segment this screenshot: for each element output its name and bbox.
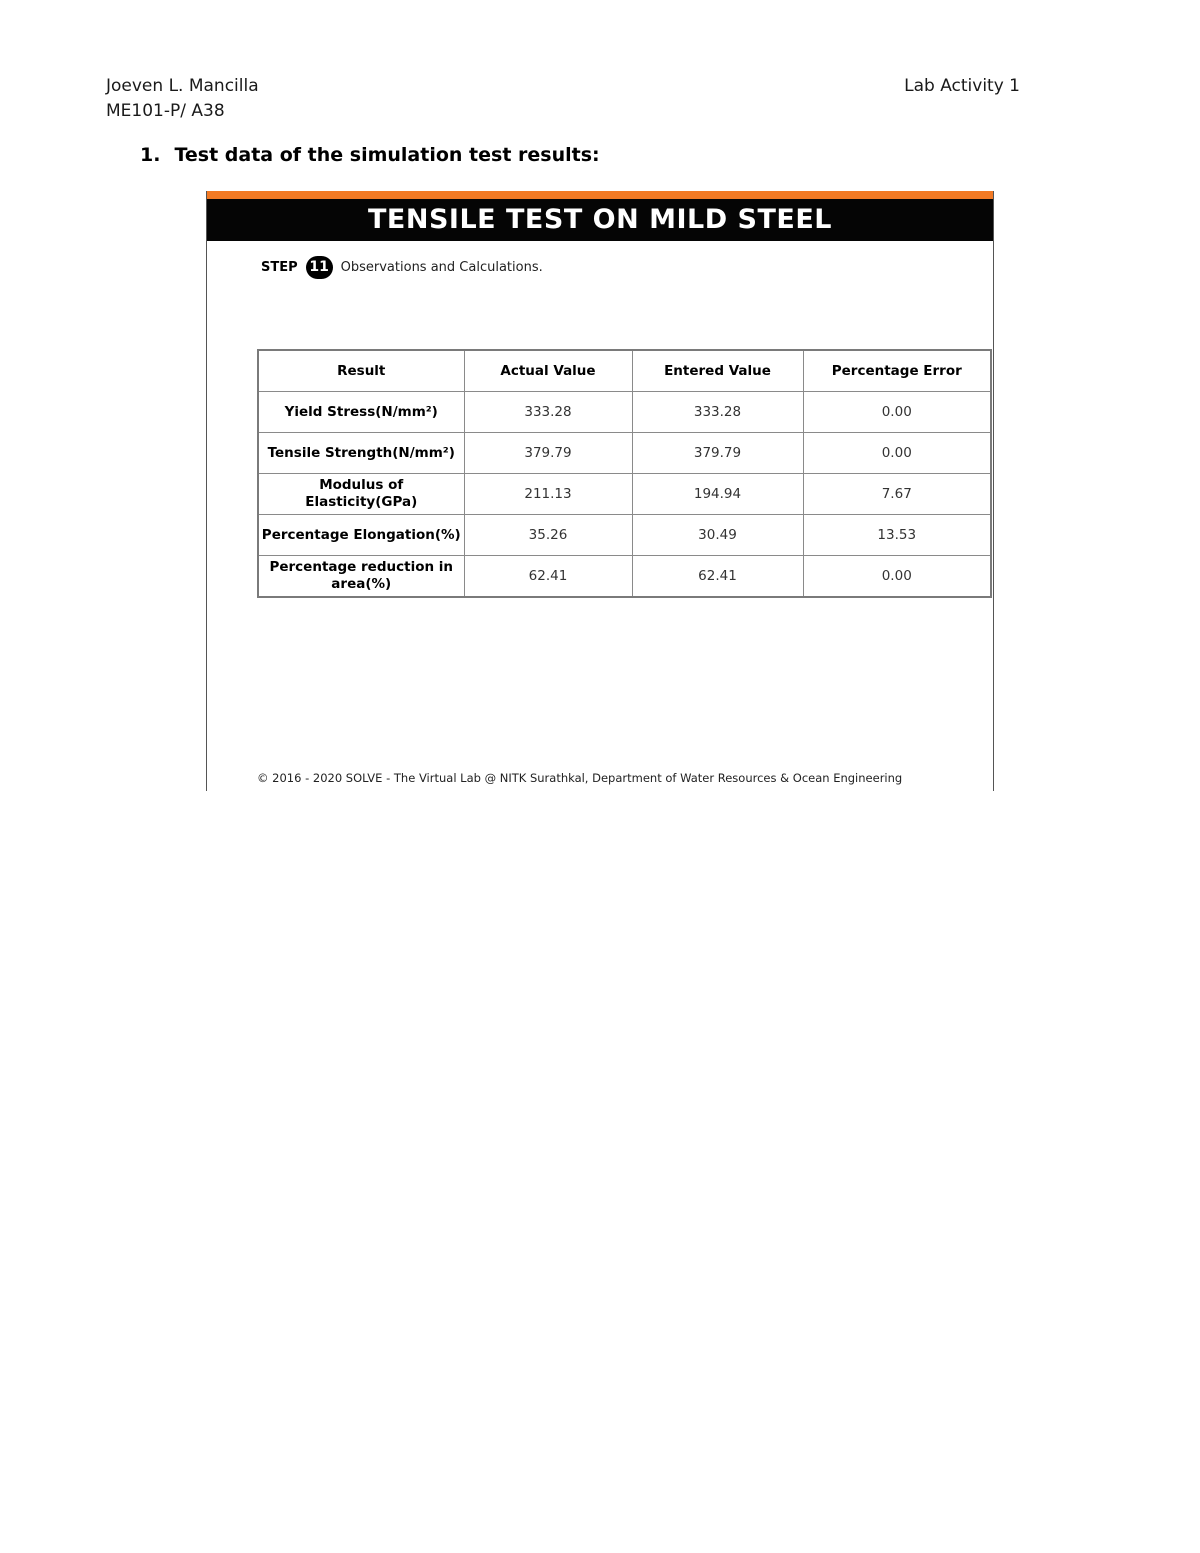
actual-value-cell: 211.13 [464,474,632,515]
author-name: Joeven L. Mancilla [106,76,259,96]
percentage-error-cell: 7.67 [803,474,991,515]
percentage-error-cell: 0.00 [803,392,991,433]
table-row [258,433,991,474]
results-table [257,349,992,598]
column-header: Actual Value [464,350,632,392]
entered-value-cell: 30.49 [632,515,803,556]
result-name-cell: Modulus of Elasticity(GPa) [258,474,464,515]
actual-value-cell: 333.28 [464,392,632,433]
accent-bar [207,191,993,199]
result-name-cell: Percentage reduction in area(%) [258,556,464,598]
table-row [258,392,991,433]
step-row [261,256,543,279]
column-header: Result [258,350,464,392]
table-row [258,556,991,598]
copyright-footer: © 2016 - 2020 SOLVE - The Virtual Lab @ NITK Surathkal, Department of Water Resources & Ocean Engineering [257,771,903,785]
simulation-screenshot [206,191,994,791]
table-row [258,474,991,515]
entered-value-cell: 379.79 [632,433,803,474]
result-name-cell: Percentage Elongation(%) [258,515,464,556]
entered-value-cell: 333.28 [632,392,803,433]
result-name-cell: Tensile Strength(N/mm²) [258,433,464,474]
percentage-error-cell: 0.00 [803,556,991,598]
percentage-error-cell: 0.00 [803,433,991,474]
step-number-badge: 11 [306,256,333,279]
column-header: Percentage Error [803,350,991,392]
result-name-cell: Yield Stress(N/mm²) [258,392,464,433]
screenshot-title: TENSILE TEST ON MILD STEEL [207,199,993,241]
entered-value-cell: 62.41 [632,556,803,598]
activity-title: Lab Activity 1 [904,76,1020,96]
section-title: Test data of the simulation test results: [174,144,600,166]
section-heading [140,144,600,166]
percentage-error-cell: 13.53 [803,515,991,556]
section-number: 1. [140,144,161,166]
actual-value-cell: 35.26 [464,515,632,556]
step-description: Observations and Calculations. [340,260,543,275]
entered-value-cell: 194.94 [632,474,803,515]
document-header-left [106,74,259,124]
actual-value-cell: 62.41 [464,556,632,598]
course-code: ME101-P/ A38 [106,101,225,121]
actual-value-cell: 379.79 [464,433,632,474]
column-header: Entered Value [632,350,803,392]
step-label: STEP [261,260,298,275]
table-header-row [258,350,991,392]
table-row [258,515,991,556]
